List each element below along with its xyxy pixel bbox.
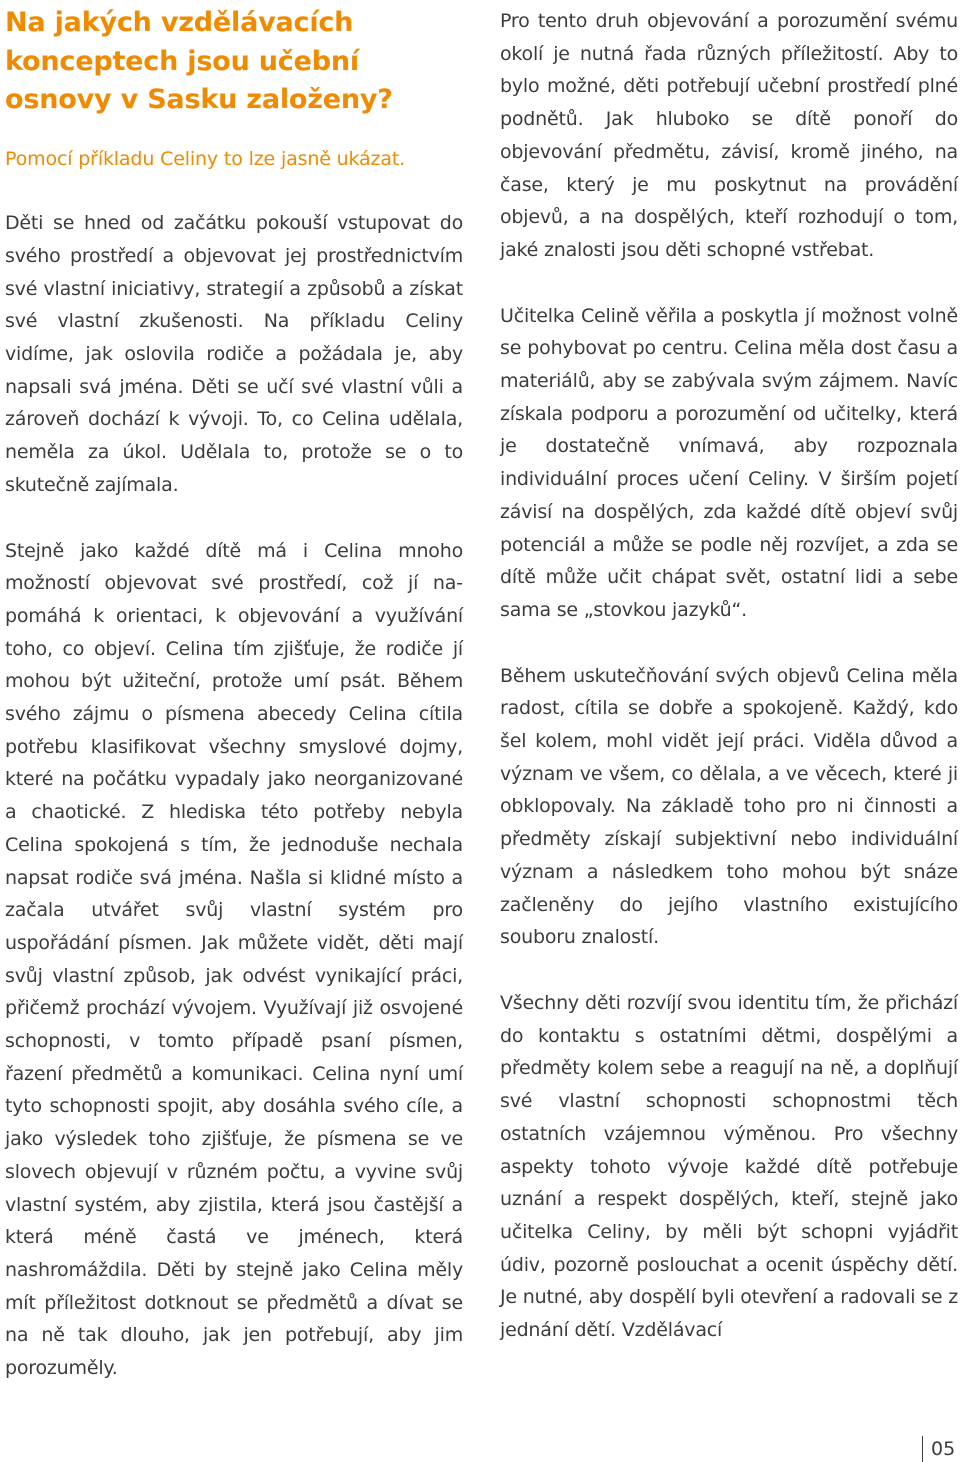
sentence: Celina měla dost času a materiálů, aby se zabývala svým zájmem. (500, 337, 958, 393)
sentence: Navíc získala podporu a porozumění od učitelky, která je dostatečně vnímavá, aby rozpoznala individuální proces učení Celiny. (500, 370, 958, 491)
sentence: Děti by stejně jako Celina měly mít příležitost dotknout se předmětů a dívat se na ně tak dlouho, jak jen potřebují, aby jim porozuměly. (5, 1259, 463, 1380)
sentence: Celina tím zjišťuje, že rodiče jí mohou být užiteční, protože umí psát. (5, 637, 463, 693)
right-paragraph-1 (500, 5, 958, 267)
sentence: V širším pojetí závisí na dospělých, zda každé dítě objeví svůj potenciál a může se podle něj rozvíjet, a zda se dítě může učit chápat svět, ostatní lidi a sebe sama se „stovkou jazyků“. (500, 468, 958, 621)
right-paragraph-3 (500, 660, 958, 954)
intro-subtitle: Pomocí příkladu Celiny to lze jasně ukázat. (5, 147, 406, 170)
sentence: Aby to bylo možné, děti potřebují učební prostředí plné podnětů. (500, 42, 958, 131)
sentence: Na příkladu Celiny vidíme, jak oslovila rodiče a požádala je, aby napsali svá jména. (5, 310, 463, 398)
right-paragraph-4 (500, 987, 958, 1347)
right-paragraph-2 (500, 300, 958, 627)
left-paragraph-1 (5, 207, 463, 501)
sentence: Stejně jako každé dítě má i Celina mnoho možností objevovat své prostředí, což jí napomáhá k orientaci, k objevování a využívání toho, co objeví. (5, 539, 463, 660)
left-column (5, 0, 463, 1385)
page-number-divider (922, 1436, 923, 1462)
page-footer (922, 1434, 960, 1462)
sentence: Během svého zájmu o písmena abecedy Celina cítila potřebu klasifikovat všechny smyslové dojmy, které na počátku vypadaly jako neorganizované a chaotické. (5, 670, 463, 824)
sentence: Během uskutečňování svých objevů Celina měla radost, cítila se dobře a spokojeně. (500, 664, 958, 720)
left-paragraph-2 (5, 535, 463, 1385)
right-column (500, 0, 958, 1347)
page-number: 05 (931, 1438, 956, 1460)
sentence: Jak hluboko se dítě ponoří do objevování předmětu, závisí, kromě jiného, na čase, který je mu poskytnut na provádění objevů, a na dospělých, kteří rozhodují o tom, jaké znalosti jsou děti schopné vstřebat. (500, 108, 958, 261)
sentence: Pro tento druh objevování a porozumění svému okolí je nutná řada různých příležitostí. (500, 10, 958, 65)
sentence: Pro všechny aspekty tohoto vývoje každé dítě potřebuje uznání a respekt dospělých, kteří, stejně jako učitelka Celiny, by měli být schopni vyjádřit údiv, pozorně poslouchat a ocenit úspěchy dětí. (500, 1122, 958, 1276)
sentence: Viděla důvod a význam ve všem, co dělala, a ve věcech, které ji obklopovaly. (500, 730, 958, 818)
sentence: Všechny děti rozvíjí svou identitu tím, že přichází do kontaktu s ostatními dětmi, dospělými a předměty kolem sebe a reagují na ně, a doplňují své vlastní schopnosti schopnostmi těch ostatních vzájemnou výměnou. (500, 991, 958, 1145)
sentence: Našla si klidné místo a začala utvářet svůj vlastní systém pro uspořádání písmen. (5, 866, 463, 954)
sentence: Každý, kdo šel kolem, mohl vidět její práci. (500, 697, 958, 753)
sentence: Vzdělávací (616, 1319, 723, 1342)
sentence: Využívají již osvojené schopnosti, v tomto případě psaní písmen, řazení předmětů a komunikaci. (5, 997, 463, 1085)
sentence: Děti se učí své vlastní vůli a zároveň dochází k vývoji. To, co Celina udělala, neměla za úkol. (5, 375, 464, 464)
sentence: Je nutné, aby dospělí byli otevření a radovali se z jednání dětí. (500, 1286, 958, 1342)
sentence: Na základě toho pro ni činnosti a předměty získají subjektivní nebo individuální význam a následkem toho mohou být snáze začleněny do jejího vlastního existujícího souboru znalostí. (500, 795, 958, 949)
sentence: Jak můžete vidět, děti mají svůj vlastní způsob, jak odvést vynikající práci, přičemž prochází vývojem. (5, 931, 464, 1020)
sentence: Učitelka Celině věřila a poskytla jí možnost volně se pohybovat po centru. (500, 304, 958, 360)
sentence: Děti se hned od začátku pokouší vstupovat do svého prostředí a objevovat jej prostřednictvím své vlastní iniciativy, strategií a způsobů a získat své vlastní zkušenosti. (5, 212, 463, 333)
sentence: Udělala to, protože se o to skutečně zajímala. (5, 441, 464, 496)
sentence: Z hlediska této potřeby nebyla Celina spokojená s tím, že jednoduše nechala napsat rodiče svá jména. (5, 801, 463, 889)
page-heading: Na jakých vzdělávacích konceptech jsou učební osnovy v Sasku založeny? (5, 7, 393, 115)
sentence: Celina nyní umí tyto schopnosti spojit, aby dosáhla svého cíle, a jako výsledek toho zjišťuje, že písmena se ve slovech objevují v různém počtu, a vyvine svůj vlastní systém, aby zjistila, která jsou častější a která méně častá ve jménech, která nashromáždila. (5, 1062, 463, 1281)
